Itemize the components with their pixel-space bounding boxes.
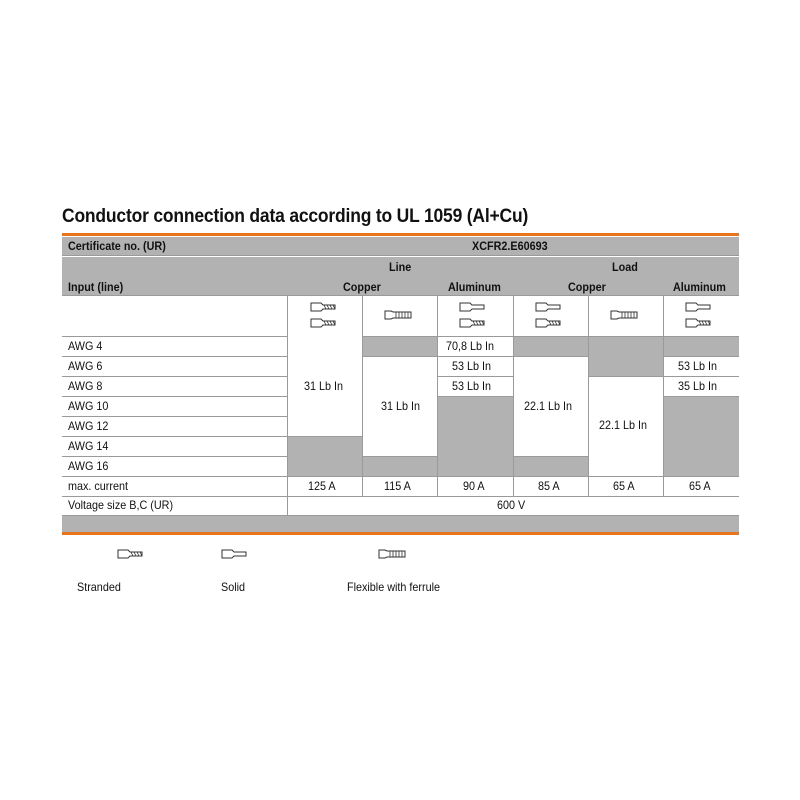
grid-line (62, 356, 287, 357)
grid-line (62, 336, 287, 337)
certificate-value: XCFR2.E60693 (472, 239, 548, 253)
na-cell (287, 436, 362, 476)
awg-label: AWG 6 (68, 359, 103, 373)
footer-band (62, 516, 739, 532)
grid-line (62, 376, 287, 377)
grid-line (62, 255, 739, 256)
certificate-label: Certificate no. (UR) (68, 239, 166, 253)
stranded-icon (458, 317, 486, 329)
stranded-icon (309, 301, 337, 313)
na-cell (663, 336, 739, 356)
awg-label: AWG 8 (68, 379, 103, 393)
max-current-value: 65 A (689, 479, 711, 493)
grid-line (663, 396, 739, 397)
grid-line (513, 456, 588, 457)
voltage-label: Voltage size B,C (UR) (68, 498, 174, 512)
torque-value: 31 Lb In (304, 379, 344, 393)
bottom-accent-bar (62, 532, 739, 535)
torque-value: 22.1 Lb In (599, 418, 648, 432)
ferrule-icon (609, 309, 639, 321)
awg-label: AWG 14 (68, 439, 109, 453)
grid-line (362, 336, 739, 337)
top-accent-bar (62, 233, 739, 236)
grid-line (62, 416, 287, 417)
page-title: Conductor connection data according to UL 1059 (Al+Cu) (62, 206, 529, 227)
voltage-value: 600 V (497, 498, 526, 512)
grid-line (513, 356, 588, 357)
max-current-label: max. current (68, 479, 129, 493)
na-cell (437, 396, 513, 476)
max-current-value: 65 A (613, 479, 635, 493)
grid-line (287, 295, 288, 515)
load-copper-label: Copper (568, 280, 606, 294)
stranded-icon (116, 548, 144, 560)
max-current-value: 90 A (463, 479, 485, 493)
grid-line (62, 295, 739, 296)
grid-line (588, 295, 589, 496)
torque-value: 53 Lb In (452, 379, 492, 393)
solid-icon (458, 301, 486, 313)
torque-value: 70,8 Lb In (446, 339, 495, 353)
na-cell (513, 456, 588, 476)
torque-value: 53 Lb In (452, 359, 492, 373)
awg-label: AWG 16 (68, 459, 109, 473)
na-cell (362, 456, 437, 476)
grid-line (663, 295, 664, 496)
grid-line (62, 436, 362, 437)
grid-line (437, 376, 513, 377)
grid-line (62, 396, 287, 397)
load-aluminum-label: Aluminum (673, 280, 726, 294)
grid-line (62, 496, 739, 497)
stranded-icon (309, 317, 337, 329)
max-current-value: 115 A (384, 479, 411, 493)
torque-value: 53 Lb In (678, 359, 718, 373)
input-label: Input (line) (68, 280, 124, 294)
grid-line (437, 295, 438, 496)
line-aluminum-label: Aluminum (448, 280, 501, 294)
torque-value: 22.1 Lb In (524, 399, 573, 413)
na-cell (663, 396, 739, 476)
stranded-icon (534, 317, 562, 329)
solid-icon (684, 301, 712, 313)
grid-line (362, 456, 437, 457)
line-copper-label: Copper (343, 280, 381, 294)
ferrule-icon (377, 548, 407, 560)
solid-icon (534, 301, 562, 313)
legend-stranded: Stranded (77, 580, 121, 594)
load-label: Load (612, 260, 638, 274)
torque-value: 35 Lb In (678, 379, 718, 393)
grid-line (62, 476, 739, 477)
legend-solid: Solid (221, 580, 246, 594)
na-cell (362, 336, 437, 356)
grid-line (62, 456, 287, 457)
na-cell (588, 336, 663, 376)
max-current-value: 125 A (308, 479, 336, 493)
grid-line (513, 295, 514, 496)
stranded-icon (684, 317, 712, 329)
torque-value: 31 Lb In (381, 399, 421, 413)
awg-label: AWG 4 (68, 339, 103, 353)
grid-line (437, 396, 513, 397)
grid-line (663, 356, 739, 357)
awg-label: AWG 10 (68, 399, 109, 413)
max-current-value: 85 A (538, 479, 560, 493)
grid-line (62, 515, 739, 516)
na-cell (513, 336, 588, 356)
grid-line (362, 295, 363, 496)
solid-icon (220, 548, 248, 560)
awg-label: AWG 12 (68, 419, 109, 433)
line-label: Line (389, 260, 412, 274)
ferrule-icon (383, 309, 413, 321)
legend-ferrule: Flexible with ferrule (347, 580, 441, 594)
